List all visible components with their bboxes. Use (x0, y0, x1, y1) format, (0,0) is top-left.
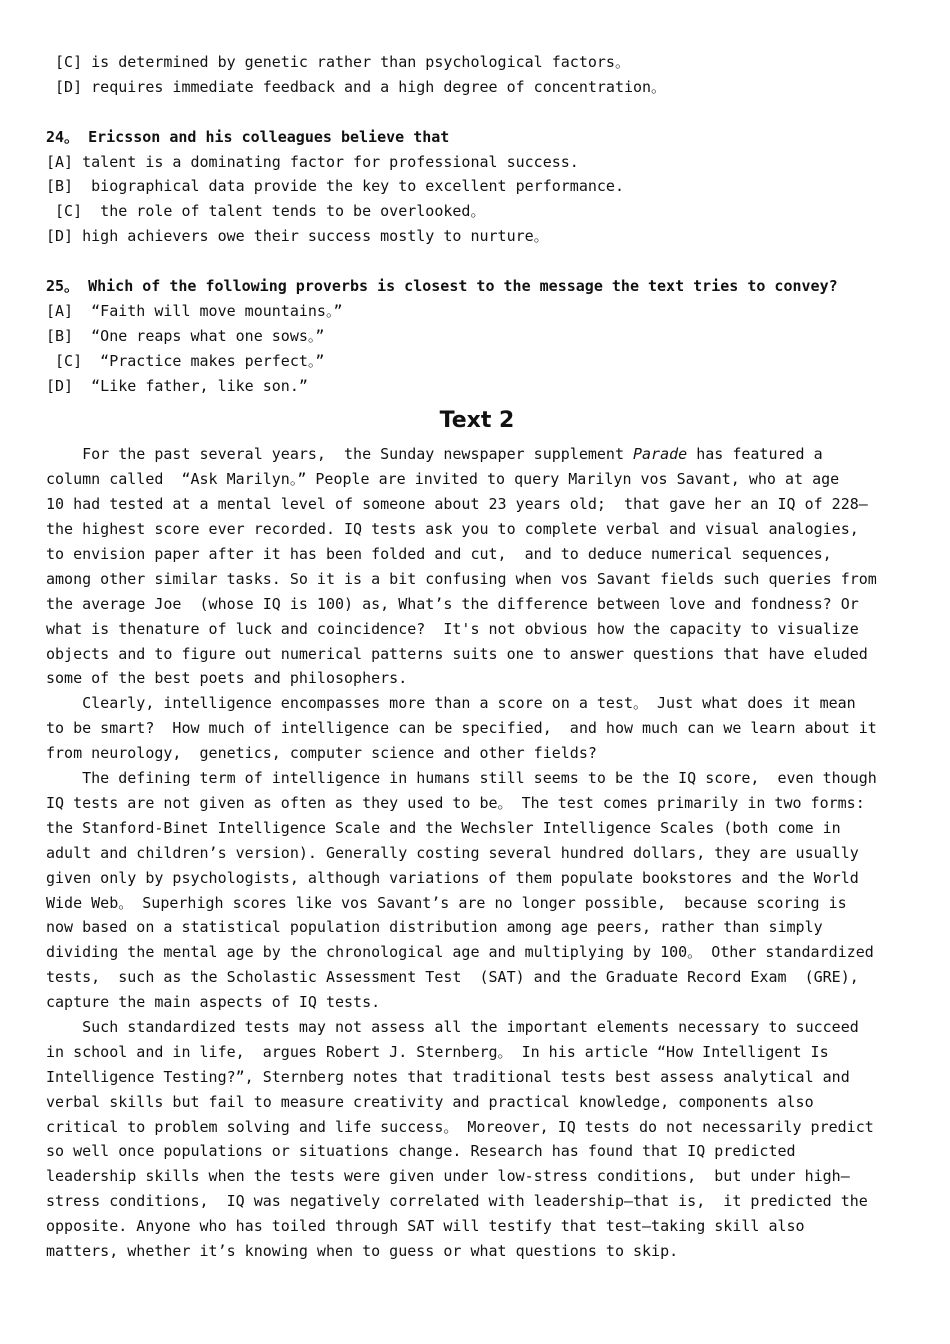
text-line: what is thenature of luck and coincidence? It's not obvious how the capacity to visualize (46, 619, 859, 638)
q25-option-d: [D] “Like father, like son.” (46, 376, 308, 395)
q24-option-a: [A] talent is a dominating factor for professional success. (46, 152, 579, 171)
text-line: capture the main aspects of IQ tests. (46, 993, 381, 1012)
text-line: Clearly, intelligence encompasses more than a score on a test。 Just what does it mean (46, 694, 856, 713)
q25-stem: 25。 Which of the following proverbs is closest to the message the text tries to convey? (46, 277, 838, 296)
question-24 (46, 125, 908, 249)
q25-option-a: [A] “Faith will move mountains。” (46, 301, 343, 320)
parade-title: Parade (633, 445, 688, 464)
text-line: Such standardized tests may not assess all the important elements necessary to succeed (46, 1017, 859, 1036)
q23-option-d: [D] requires immediate feedback and a high degree of concentration。 (46, 77, 667, 96)
text-line: the Stanford-Binet Intelligence Scale and the Wechsler Intelligence Scales (both come in (46, 818, 841, 837)
section-title: Text 2 (439, 408, 515, 434)
paragraph-3 (46, 766, 908, 1015)
q24-stem: 24。 Ericsson and his colleagues believe that (46, 127, 450, 146)
q25-option-b: [B] “One reaps what one sows。” (46, 326, 325, 345)
text-line: column called “Ask Marilyn。” People are invited to query Marilyn vos Savant, who at age (46, 470, 840, 489)
text-line: The defining term of intelligence in humans still seems to be the IQ score, even though (46, 769, 877, 788)
text-line: leadership skills when the tests were given under low-stress conditions, but under high— (46, 1167, 850, 1186)
text-line: to be smart? How much of intelligence can be specified, and how much can we learn about it (46, 719, 877, 738)
spacer (46, 100, 908, 125)
paragraph-1-first-line (46, 442, 908, 467)
text-line: some of the best poets and philosophers. (46, 669, 408, 688)
q23-option-c: [C] is determined by genetic rather than psychological factors。 (46, 53, 630, 71)
p1-rest: has featured a (687, 445, 823, 464)
paragraph-2 (46, 691, 908, 766)
text-line: critical to problem solving and life success。 Moreover, IQ tests do not necessarily predict (46, 1117, 874, 1136)
paragraph-1 (46, 442, 908, 691)
text-line: Intelligence Testing?”, Sternberg notes that traditional tests best assess analytical and (46, 1067, 850, 1086)
text-line: adult and children’s version). Generally costing several hundred dollars, they are usually (46, 843, 859, 862)
text-line: the highest score ever recorded. IQ tests ask you to complete verbal and visual analogies, (46, 520, 859, 539)
text-line: the average Joe (whose IQ is 100) as, What’s the difference between love and fondness? Or (46, 594, 859, 613)
text-line: among other similar tasks. So it is a bit confusing when vos Savant fields such queries from (46, 569, 877, 588)
text-line: matters, whether it’s knowing when to guess or what questions to skip. (46, 1241, 679, 1260)
text-line: tests, such as the Scholastic Assessment Test (SAT) and the Graduate Record Exam (GRE), (46, 968, 859, 987)
text-line: objects and to figure out numerical patterns suits one to answer questions that have eluded (46, 644, 868, 663)
text-line: 10 had tested at a mental level of someone about 23 years old; that gave her an IQ of 228— (46, 495, 868, 514)
document-page (46, 50, 908, 1264)
text-line: so well once populations or situations change. Research has found that IQ predicted (46, 1142, 796, 1161)
text-line: in school and in life, argues Robert J. Sternberg。 In his article “How Intelligent Is (46, 1042, 829, 1061)
question-23-options (46, 50, 908, 100)
text-line: opposite. Anyone who has toiled through SAT will testify that test—taking skill also (46, 1217, 805, 1236)
question-25 (46, 274, 908, 398)
paragraph-4 (46, 1015, 908, 1264)
p1-start: For the past several years, the Sunday newspaper supplement (46, 445, 633, 464)
text-line: dividing the mental age by the chronological age and multiplying by 100。 Other standardized (46, 943, 874, 962)
spacer (46, 249, 908, 274)
text-line: Wide Web。 Superhigh scores like vos Savant’s are no longer possible, because scoring is (46, 893, 847, 912)
q24-option-c: [C] the role of talent tends to be overlooked。 (46, 202, 486, 221)
text-line: to envision paper after it has been folded and cut, and to deduce numerical sequences, (46, 545, 832, 564)
q25-option-c: [C] “Practice makes perfect。” (46, 351, 325, 370)
text-line: now based on a statistical population distribution among age peers, rather than simply (46, 918, 823, 937)
q24-option-b: [B] biographical data provide the key to excellent performance. (46, 177, 624, 196)
text-line: given only by psychologists, although variations of them populate bookstores and the World (46, 868, 859, 887)
text-line: IQ tests are not given as often as they used to be。 The test comes primarily in two forms: (46, 793, 865, 812)
text-line: stress conditions, IQ was negatively correlated with leadership—that is, it predicted the (46, 1192, 868, 1211)
text-line: from neurology, genetics, computer science and other fields? (46, 744, 597, 763)
q24-option-d: [D] high achievers owe their success mostly to nurture。 (46, 227, 549, 246)
text-line: verbal skills but fail to measure creativity and practical knowledge, components also (46, 1092, 814, 1111)
